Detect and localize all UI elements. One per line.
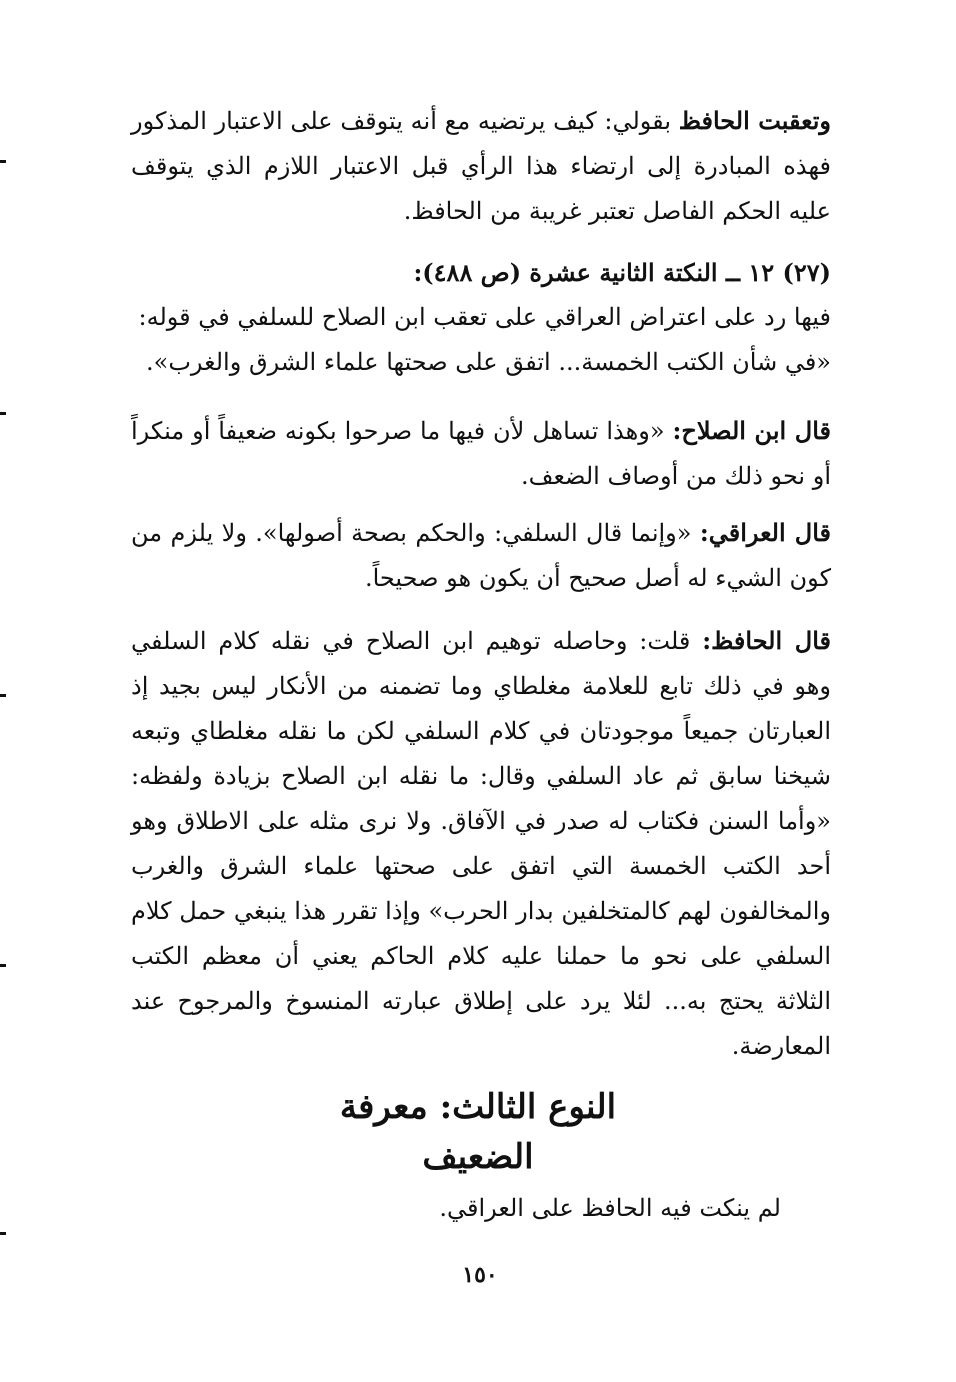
paragraph-lead: قال الحافظ: bbox=[702, 626, 831, 655]
scan-edge-mark bbox=[0, 160, 6, 163]
paragraph-hafiz-critique bbox=[131, 98, 831, 234]
paragraph-lead: قال ابن الصلاح: bbox=[672, 416, 832, 445]
scan-edge-mark bbox=[0, 964, 6, 967]
paragraph-iraqi bbox=[131, 510, 831, 601]
paragraph-lead: قال العراقي: bbox=[699, 518, 832, 547]
paragraph-text: «وهذا تساهل لأن فيها ما صرحوا بكونه ضعيفاً أو منكراً أو نحو ذلك من أوصاف الضعف. bbox=[131, 417, 831, 490]
scan-edge-mark bbox=[0, 694, 6, 697]
paragraph-text: قلت: وحاصله توهيم ابن الصلاح في نقله كلام السلفي وهو في ذلك تابع للعلامة مغلطاي وما تضمنه من الأنكار ليس بجيد إذ العبارتان جميعاً موجودتان في كلام السلفي لكن ما نقله مغلطاي وتبعه شيخنا سابق ثم عاد السلفي وقال: ما نقله ابن الصلاح بزيادة ولفظه: «وأما السنن فكتاب له صدر في الآفاق. ولا نرى مثله على الاطلاق وهو أحد الكتب الخمسة التي اتفق على صحتها علماء الشرق والغرب والمخالفون لهم كالمتخلفين بدار الحرب» وإذا تقرر هذا ينبغي حمل كلام السلفي على نحو ما حملنا عليه كلام الحاكم يعني أن معظم الكتب الثلاثة يحتج به... لئلا يرد على إطلاق عبارته المنسوخ والمرجوح عند المعارضة. bbox=[131, 627, 831, 1060]
section-text: لم ينكت فيه الحافظ على العراقي. bbox=[439, 1194, 781, 1222]
paragraph-lead: وتعقبت الحافظ bbox=[678, 106, 831, 135]
paragraph-hafiz-response bbox=[131, 618, 831, 1069]
paragraph-ibn-salah bbox=[131, 408, 831, 499]
scan-edge-mark bbox=[0, 1232, 6, 1235]
note-quote: «في شأن الكتب الخمسة... اتفق على صحتها علماء الشرق والغرب». bbox=[146, 348, 831, 376]
section-heading: النوع الثالث: معرفة الضعيف bbox=[339, 1087, 617, 1177]
page-number: ١٥٠ bbox=[462, 1262, 498, 1288]
note-text: فيها رد على اعتراض العراقي على تعقب ابن الصلاح للسلفي في قوله: bbox=[138, 303, 831, 331]
section-note-12 bbox=[131, 250, 831, 385]
scan-edge-mark bbox=[0, 412, 6, 415]
note-heading: (٢٧) ١٢ ــ النكتة الثانية عشرة (ص ٤٨٨): bbox=[413, 258, 831, 287]
paragraph-text: «وإنما قال السلفي: والحكم بصحة أصولها». ولا يلزم من كون الشيء له أصل صحيح أن يكون هو صحيحاً. bbox=[131, 519, 831, 592]
paragraph-text: بقولي: كيف يرتضيه مع أنه يتوقف على الاعتبار المذكور فهذه المبادرة إلى ارتضاء هذا الرأي قبل الاعتبار اللازم الذي يتوقف عليه الحكم الفاصل تعتبر غريبة من الحافظ. bbox=[131, 107, 831, 225]
